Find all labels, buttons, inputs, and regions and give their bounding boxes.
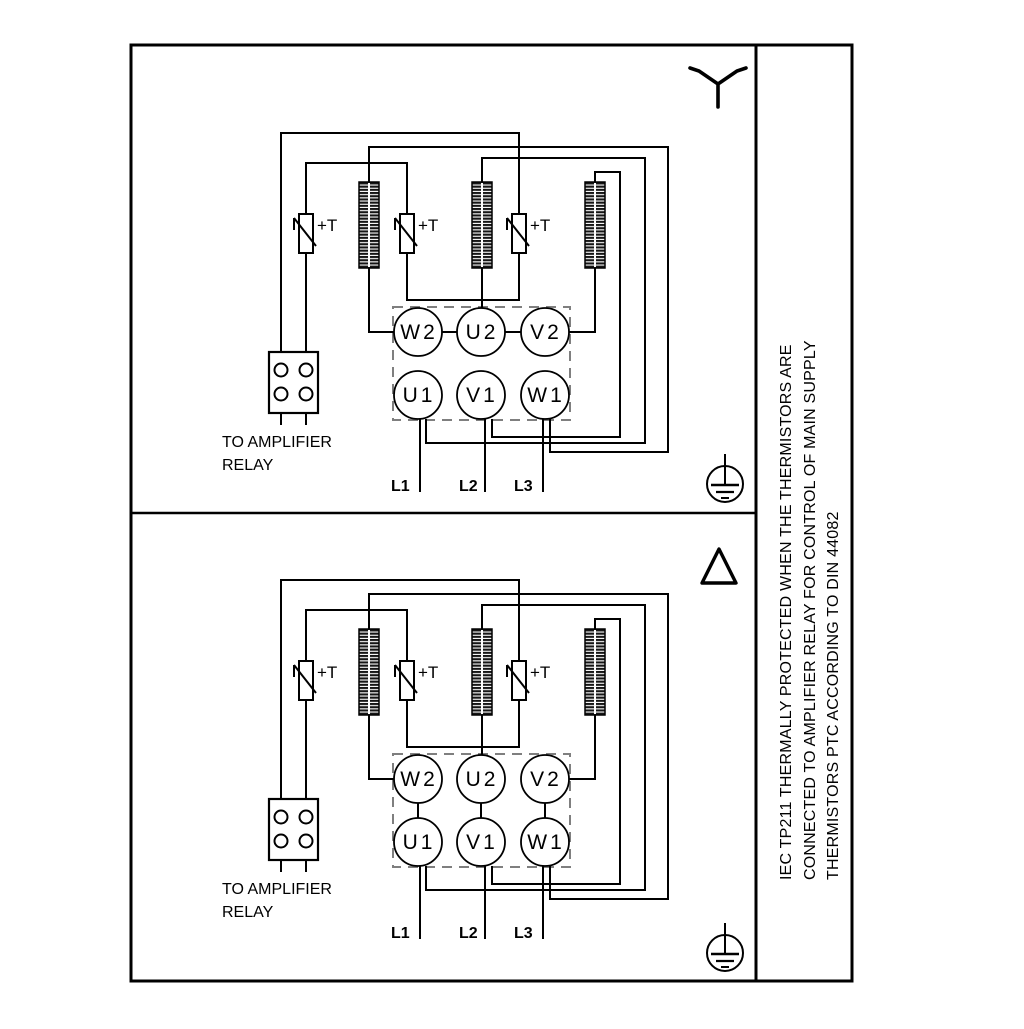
side-note-column — [778, 340, 842, 880]
star-panel-earth — [707, 454, 743, 502]
delta-link-bars — [418, 803, 545, 818]
side-note-line1: IEC TP211 THERMALLY PROTECTED WHEN THE THERMISTORS ARE — [778, 344, 795, 880]
delta-connection-panel — [222, 549, 743, 971]
star-panel-wiring — [222, 133, 668, 495]
side-note-line3: THERMISTORS PTC ACCORDING TO DIN 44082 — [825, 511, 842, 880]
star-connection-panel — [222, 68, 746, 502]
wye-icon — [690, 68, 746, 107]
delta-panel-wiring — [222, 580, 668, 942]
delta-panel-earth — [707, 923, 743, 971]
delta-icon — [702, 549, 736, 583]
side-note-line2: CONNECTED TO AMPLIFIER RELAY FOR CONTROL OF MAIN SUPPLY — [802, 340, 819, 880]
